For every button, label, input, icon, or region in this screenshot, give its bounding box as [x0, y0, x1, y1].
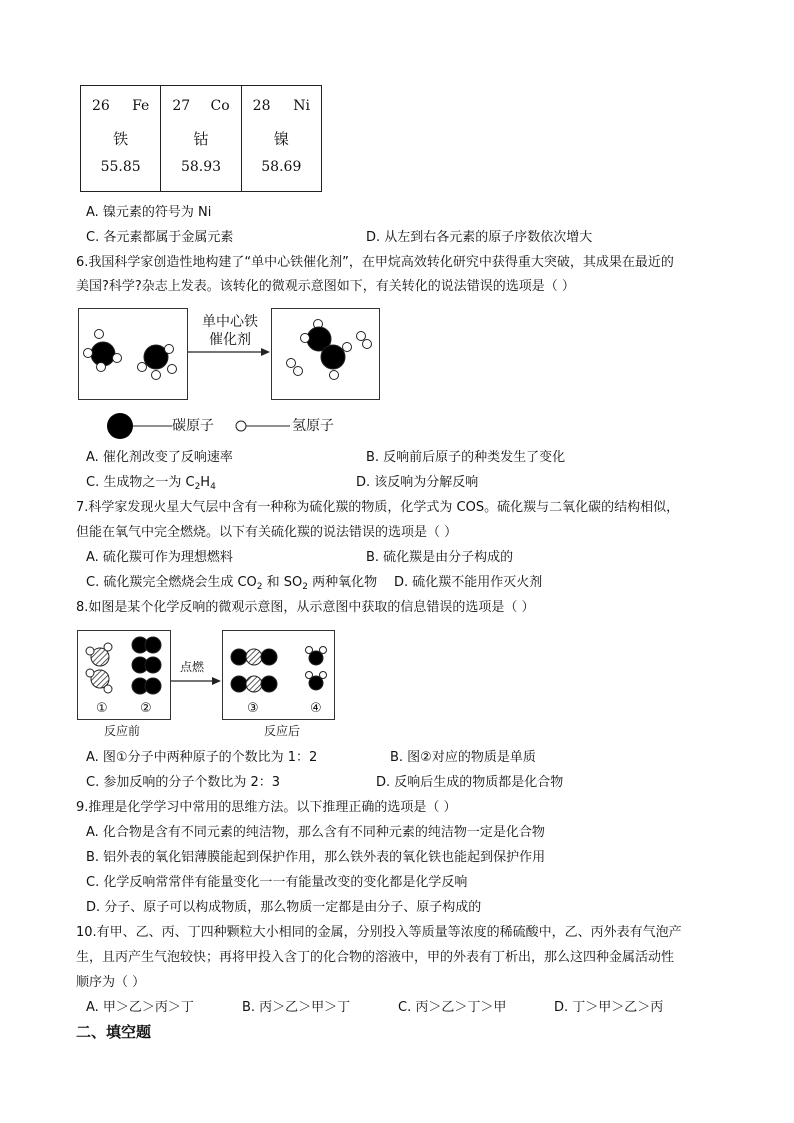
- section-heading: 二、填空题: [76, 1023, 152, 1041]
- q6-stem-line2: 美国?科学?杂志上发表。该转化的微观示意图如下，有关转化的说法错误的选项是（ ）: [76, 279, 575, 294]
- q8-product-box: [222, 630, 335, 720]
- q6-reactant-box: [78, 308, 188, 400]
- q9-stem: 9.推理是化学学习中常用的思维方法。以下推理正确的选项是（ ）: [76, 800, 457, 815]
- product-molecules: [272, 309, 379, 399]
- element-cell-fe: [81, 86, 161, 191]
- q9-option-a: A. 化合物是含有不同元素的纯洁物，那么含有不同种元素的纯洁物一定是化合物: [86, 825, 545, 840]
- q7-stem-line2: 但能在氧气中完全燃烧。以下有关硫化羰的说法错误的选项是（ ）: [76, 525, 458, 540]
- q8-option-a: A. 图①分子中两种原子的个数比为 1：2: [86, 750, 318, 765]
- q7-option-c-text2: 和 SO: [262, 575, 303, 590]
- q7-option-a: A. 硫化羰可作为理想燃料: [86, 550, 233, 565]
- q5-option-a: A. 镍元素的符号为 Ni: [86, 205, 212, 220]
- q8-reactant-box: [77, 630, 171, 720]
- label-2: ②: [140, 701, 152, 716]
- label-1: ①: [96, 701, 108, 716]
- q10-option-a: A. 甲＞乙＞丙＞丁: [86, 1000, 194, 1015]
- element-symbol: Fe: [132, 98, 150, 114]
- catalyst-label: [190, 313, 270, 349]
- q6-option-b: B. 反响前后原子的种类发生了变化: [366, 450, 566, 465]
- label-4: ④: [310, 701, 322, 716]
- q10-stem-line3: 顺序为（ ）: [76, 975, 146, 990]
- q8-reactant-molecules: [78, 631, 170, 719]
- subscript: 2: [194, 482, 201, 492]
- q8-option-c: C. 参加反响的分子个数比为 2：3: [86, 775, 281, 790]
- element-cell-co: [161, 86, 241, 191]
- q10-option-c: C. 丙＞乙＞丁＞甲: [398, 1000, 507, 1015]
- q10-option-d: D. 丁＞甲＞乙＞丙: [554, 1000, 664, 1015]
- q10-stem-line1: 10.有甲、乙、丙、丁四种颗粒大小相同的金属，分别投入等质量等浓度的稀硫酸中，乙、丙外表有气泡产: [76, 925, 682, 940]
- before-label: 反应前: [104, 724, 141, 738]
- legend-hydrogen-label: 氢原子: [292, 418, 334, 434]
- q7-option-c-text3: 两种氧化物: [308, 575, 378, 590]
- q6-option-c-text: C. 生成物之一为 C: [86, 475, 195, 490]
- methane-molecules: [79, 309, 187, 399]
- q8-option-b: B. 图②对应的物质是单质: [390, 750, 536, 765]
- element-symbol: Co: [210, 98, 230, 114]
- q6-option-d: D. 该反响为分解反响: [356, 475, 479, 490]
- ignite-label: 点燃: [180, 660, 205, 674]
- q7-option-d: D. 硫化羰不能用作灭火剂: [394, 575, 543, 590]
- catalyst-label-line1: 单中心铁: [202, 314, 258, 330]
- element-name: 铁: [113, 130, 129, 148]
- q6-option-c: [86, 473, 216, 497]
- atomic-mass: 58.93: [180, 159, 222, 175]
- q7-option-c-text: C. 硫化羰完全燃烧会生成 CO: [86, 575, 257, 590]
- q6-option-c-text2: H: [200, 475, 211, 490]
- hydrogen-legend-symbol: [234, 417, 294, 435]
- atomic-number: 26: [92, 98, 110, 114]
- after-label: 反应后: [264, 724, 301, 738]
- q8-reaction-arrow: [169, 675, 223, 687]
- q8-product-molecules: [223, 631, 334, 719]
- atomic-number: 28: [252, 98, 271, 114]
- q6-product-box: [271, 308, 380, 400]
- q6-stem-line1: 6.我国科学家创造性地构建了“单中心铁催化剂”，在甲烷高效转化研究中获得重大突破，其成果在最近的: [76, 255, 674, 270]
- q8-stem-line1: 8.如图是某个化学反响的微观示意图，从示意图中获取的信息错误的选项是（ ）: [76, 600, 535, 615]
- legend-carbon-label: 碳原子: [172, 418, 214, 434]
- subscript: 4: [210, 482, 216, 492]
- periodic-table-fragment: [80, 85, 322, 192]
- catalyst-label-line2: 催化剂: [209, 332, 251, 348]
- q10-stem-line2: 生，且丙产生气泡较快；再将甲投入含丁的化合物的溶液中，甲的外表有丁析出，那么这四种金属活动性: [76, 950, 675, 965]
- q7-option-c: [86, 573, 377, 597]
- atomic-mass: 55.85: [100, 159, 141, 175]
- element-name: 镍: [273, 130, 289, 148]
- element-symbol: Ni: [293, 98, 310, 114]
- atomic-mass: 58.69: [261, 159, 302, 175]
- label-3: ③: [247, 701, 259, 716]
- element-cell-ni: [242, 86, 321, 191]
- q10-option-b: B. 丙＞乙＞甲＞丁: [242, 1000, 351, 1015]
- q5-option-d: D. 从左到右各元素的原子序数依次增大: [366, 230, 593, 245]
- subscript: 2: [302, 582, 309, 592]
- q7-option-b: B. 硫化羰是由分子构成的: [366, 550, 514, 565]
- q9-option-c: C. 化学反响常常伴有能量变化一一有能量改变的变化都是化学反响: [86, 875, 468, 890]
- q9-option-b: B. 铝外表的氧化铝薄膜能起到保护作用，那么铁外表的氧化铁也能起到保护作用: [86, 850, 546, 865]
- reaction-arrow: [186, 346, 272, 358]
- q7-stem-line1: 7.科学家发现火星大气层中含有一种称为硫化羰的物质，化学式为 COS。硫化羰与二氧化碳的结构相似，: [76, 500, 680, 515]
- q5-option-c: C. 各元素都属于金属元素: [86, 230, 234, 245]
- q6-option-a: A. 催化剂改变了反响速率: [86, 450, 233, 465]
- subscript: 2: [256, 582, 263, 592]
- atomic-number: 27: [172, 98, 191, 114]
- q9-option-d: D. 分子、原子可以构成物质，那么物质一定都是由分子、原子构成的: [86, 900, 482, 915]
- element-name: 钴: [193, 130, 209, 148]
- q8-option-d: D. 反响后生成的物质都是化合物: [376, 775, 564, 790]
